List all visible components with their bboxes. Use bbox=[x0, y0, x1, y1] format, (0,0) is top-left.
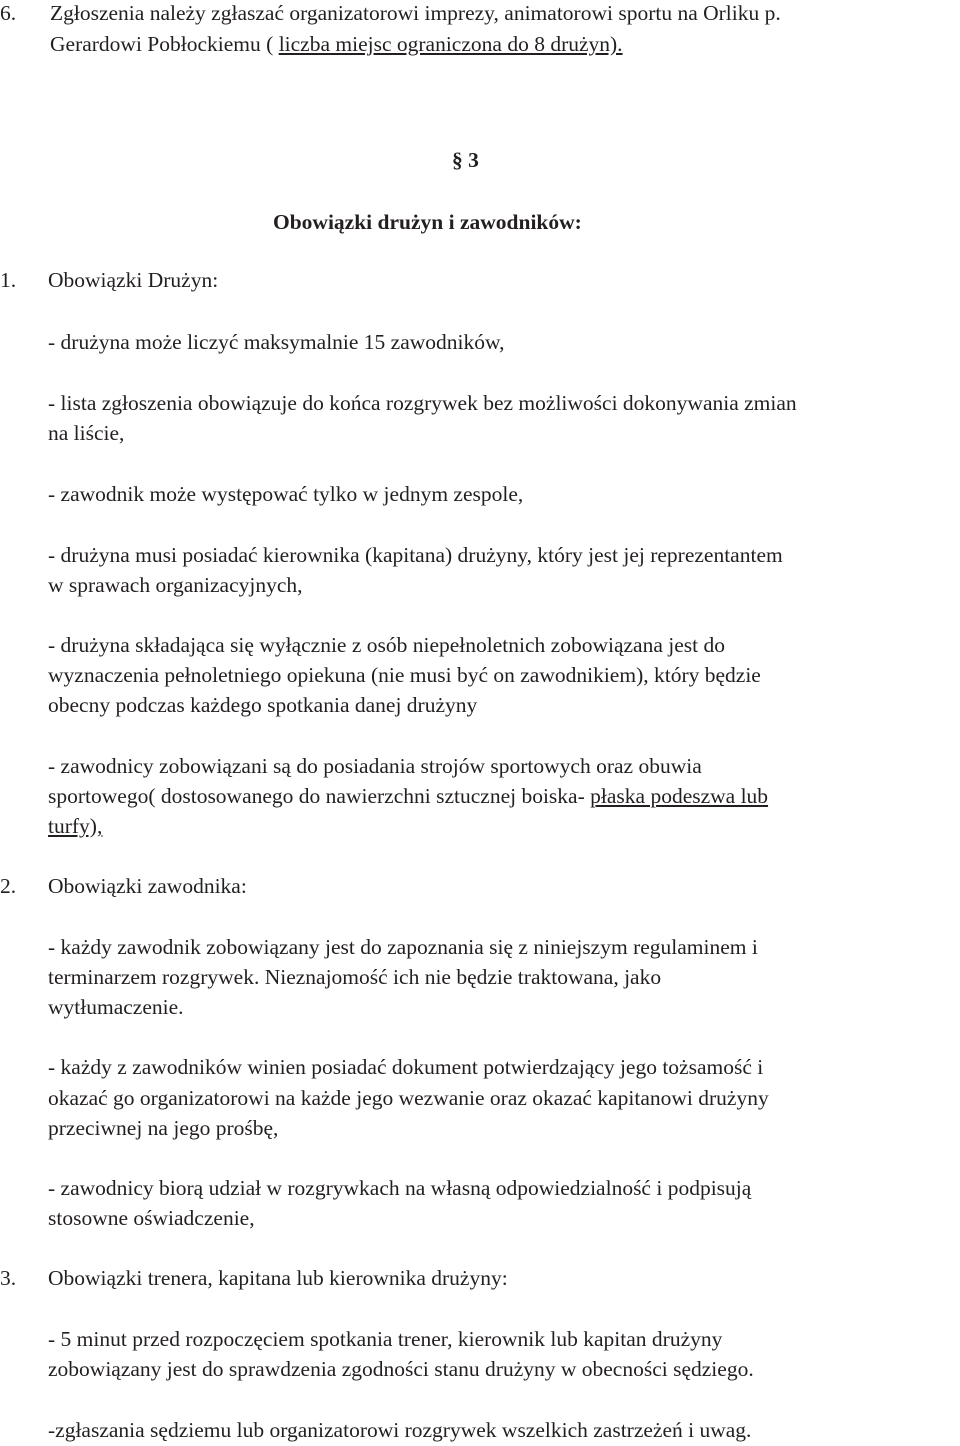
part-2-rule-2-line-2: okazać go organizatorowi na każde jego wezwanie oraz okazać kapitanowi drużyny bbox=[48, 1086, 769, 1110]
part-3-rule-2-line-1: -zgłaszania sędziemu lub organizatorowi rozgrywek wszelkich zastrzeżeń i uwag. bbox=[48, 1418, 752, 1442]
part-1-rule-1-line-1: - drużyna może liczyć maksymalnie 15 zawodników, bbox=[48, 330, 505, 354]
part-1-rule-6-line-2-text: sportowego( dostosowanego do nawierzchni sztucznej boiska- bbox=[48, 784, 591, 808]
section-symbol: § bbox=[452, 148, 463, 172]
footwear-note-underlined-end: turfy), bbox=[48, 814, 103, 838]
part-1-rule-6-line-1: - zawodnicy zobowiązani są do posiadania strojów sportowych oraz obuwia bbox=[48, 754, 702, 778]
part-1-rule-3-line-1: - zawodnik może występować tylko w jednym zespole, bbox=[48, 482, 524, 506]
part-1-rule-6-line-2 bbox=[48, 786, 768, 808]
part-2-rule-1-line-1: - każdy zawodnik zobowiązany jest do zapoznania się z niniejszym regulaminem i bbox=[48, 935, 758, 959]
section-title: Obowiązki drużyn i zawodników: bbox=[273, 210, 582, 234]
item-6-line-1: Zgłoszenia należy zgłaszać organizatorowi imprezy, animatorowi sportu na Orliku p. bbox=[50, 1, 781, 25]
footwear-note-underlined: płaska podeszwa lub bbox=[590, 784, 769, 808]
part-3-heading: Obowiązki trenera, kapitana lub kierownika drużyny: bbox=[48, 1266, 508, 1290]
part-1-rule-5-line-3: obecny podczas każdego spotkania danej drużyny bbox=[48, 693, 478, 717]
part-1-rule-5-line-2: wyznaczenia pełnoletniego opiekuna (nie musi być on zawodnikiem), który będzie bbox=[48, 663, 761, 687]
part-2-rule-3-line-2: stosowne oświadczenie, bbox=[48, 1206, 255, 1230]
part-2-rule-1-line-3: wytłumaczenie. bbox=[48, 995, 184, 1019]
part-1-rule-4-line-1: - drużyna musi posiadać kierownika (kapitana) drużyny, który jest jej reprezentantem bbox=[48, 543, 783, 567]
part-3-number: 3. bbox=[0, 1266, 17, 1290]
part-3-rule-1-line-1: - 5 minut przed rozpoczęciem spotkania trener, kierownik lub kapitan drużyny bbox=[48, 1327, 723, 1351]
part-1-rule-4-line-2: w sprawach organizacyjnych, bbox=[48, 573, 303, 597]
part-2-rule-3-line-1: - zawodnicy biorą udział w rozgrywkach na własną odpowiedzialność i podpisują bbox=[48, 1176, 752, 1200]
part-2-heading: Obowiązki zawodnika: bbox=[48, 874, 247, 898]
part-2-rule-2-line-1: - każdy z zawodników winien posiadać dokument potwierdzający jego tożsamość i bbox=[48, 1055, 764, 1079]
part-1-rule-5-line-1: - drużyna składająca się wyłącznie z osób niepełnoletnich zobowiązana jest do bbox=[48, 633, 725, 657]
item-6-team-limit-note: liczba miejsc ograniczona do 8 drużyn). bbox=[278, 32, 623, 56]
item-6-line-2 bbox=[50, 34, 623, 56]
part-3-rule-1-line-2: zobowiązany jest do sprawdzenia zgodności stanu drużyny w obecności sędziego. bbox=[48, 1357, 754, 1381]
item-6-number: 6. bbox=[0, 1, 17, 25]
section-symbol-heading bbox=[452, 150, 479, 172]
part-1-heading: Obowiązki Drużyn: bbox=[48, 268, 219, 292]
item-6-line-2-text: Gerardowi Pobłockiemu ( bbox=[50, 32, 279, 56]
part-2-number: 2. bbox=[0, 874, 17, 898]
part-2-rule-1-line-2: terminarzem rozgrywek. Nieznajomość ich nie będzie traktowana, jako bbox=[48, 965, 662, 989]
part-1-number: 1. bbox=[0, 268, 17, 292]
part-1-rule-2-line-1: - lista zgłoszenia obowiązuje do końca rozgrywek bez możliwości dokonywania zmian bbox=[48, 391, 797, 415]
section-number: 3 bbox=[468, 148, 479, 172]
part-2-rule-2-line-3: przeciwnej na jego prośbę, bbox=[48, 1116, 279, 1140]
part-1-rule-2-line-2: na liście, bbox=[48, 421, 125, 445]
